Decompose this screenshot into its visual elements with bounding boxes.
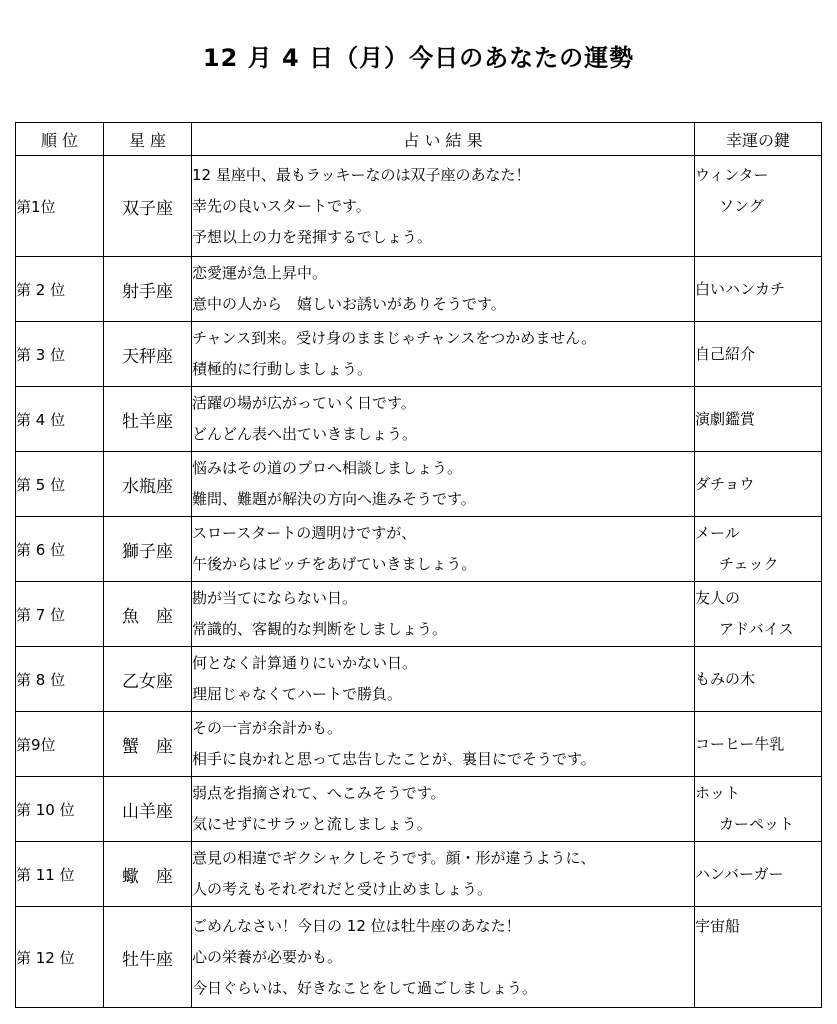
rank-cell: 第9位 [16,712,104,777]
header-sign: 星 座 [104,123,192,156]
result-line: 人の考えもそれぞれだと受け止めましょう。 [192,880,493,898]
rank-cell: 第 7 位 [16,582,104,647]
key-line: ダチョウ [695,474,755,493]
key-line: アドバイス [719,620,794,638]
sign-cell: 双子座 [104,156,192,257]
key-line: コーヒー牛乳 [695,734,785,753]
sign-cell: 射手座 [104,257,192,322]
page-title: 12 月 4 日（月）今日のあなたの運勢 [202,44,635,72]
key-cell [695,156,822,257]
sign-cell: 獅子座 [104,517,192,582]
rank-cell: 第 6 位 [16,517,104,582]
result-line: どんどん表へ出ていきましょう。 [192,425,418,443]
result-cell [192,156,695,257]
key-line: 自己紹介 [695,344,756,363]
result-line: 弱点を指摘されて、へこみそうです。 [192,784,446,802]
rank-cell: 第 4 位 [16,387,104,452]
table-row [16,387,822,452]
result-cell [192,777,695,842]
sign-cell: 乙女座 [104,647,192,712]
result-line: 午後からはピッチをあげていきましょう。 [192,555,477,573]
result-line: チャンス到来。受け身のままじゃチャンスをつかめません。 [192,329,597,347]
key-line: ホット [695,784,741,802]
result-cell [192,387,695,452]
sign-cell: 天秤座 [104,322,192,387]
key-cell [695,582,822,647]
key-cell [695,387,822,452]
key-cell [695,517,822,582]
key-line: メール [695,524,740,542]
result-line: その一言が余計かも。 [192,719,343,737]
table-header-row [16,123,822,156]
rank-cell: 第 3 位 [16,322,104,387]
table-row [16,322,822,387]
rank-cell: 第 12 位 [16,907,104,1008]
result-cell [192,452,695,517]
header-key: 幸運の鍵 [695,123,822,156]
result-line: 意中の人から 嬉しいお誘いがありそうです。 [192,295,506,313]
result-cell [192,582,695,647]
key-cell [695,257,822,322]
result-line: 幸先の良いスタートです。 [192,196,371,215]
result-cell [192,322,695,387]
result-line: 悩みはその道のプロへ相談しましょう。 [192,459,463,477]
header-rank: 順 位 [16,123,104,156]
key-line: ソング [719,197,764,215]
key-cell [695,712,822,777]
key-line: 演劇鑑賞 [695,409,756,428]
result-line: 勘が当てにならない日。 [192,589,358,607]
result-cell [192,907,695,1008]
result-cell [192,517,695,582]
table-row [16,452,822,517]
result-line: 常識的、客観的な判断をしましょう。 [192,620,448,638]
sign-cell: 蟹 座 [104,712,192,777]
result-line: 理屈じゃなくてハートで勝負。 [192,685,403,703]
key-cell [695,647,822,712]
result-line: 難問、難題が解決の方向へ進みそうです。 [192,490,476,508]
result-cell [192,712,695,777]
result-line: 相手に良かれと思って忠告したことが、裏目にでそうです。 [192,750,596,768]
sign-cell: 牡羊座 [104,387,192,452]
result-line: 予想以上の力を発揮するでしょう。 [192,227,432,246]
table-row [16,257,822,322]
result-line: ごめんなさい！今日の 12 位は牡牛座のあなた！ [192,916,521,935]
sign-cell: 山羊座 [104,777,192,842]
key-cell [695,452,822,517]
key-line: 白いハンカチ [695,279,786,298]
result-line: 積極的に行動しましょう。 [192,360,373,378]
rank-cell: 第 11 位 [16,842,104,907]
key-line: ハンバーガー [695,864,784,883]
rank-cell: 第 5 位 [16,452,104,517]
sign-cell: 蠍 座 [104,842,192,907]
fortune-table [15,122,822,1008]
key-line: 宇宙船 [695,917,741,935]
table-row [16,907,822,1008]
key-line: チェック [719,555,779,573]
rank-cell: 第1位 [16,156,104,257]
result-line: 心の栄養が必要かも。 [192,947,343,966]
table-row [16,647,822,712]
rank-cell: 第 8 位 [16,647,104,712]
sign-cell: 魚 座 [104,582,192,647]
result-line: スロースタートの週明けですが、 [192,524,417,542]
result-line: 今日ぐらいは、好きなことをして過ごしましょう。 [192,978,538,997]
rank-cell: 第 2 位 [16,257,104,322]
table-row [16,712,822,777]
result-cell [192,257,695,322]
key-cell [695,322,822,387]
table-row [16,777,822,842]
result-line: 活躍の場が広がっていく日です。 [192,394,416,412]
key-line: 友人の [695,589,741,607]
header-result: 占 い 結 果 [192,123,695,156]
result-line: 気にせずにサラッと流しましょう。 [192,815,432,833]
key-line: もみの木 [695,669,756,688]
key-cell [695,907,822,1008]
table-row [16,156,822,257]
rank-cell: 第 10 位 [16,777,104,842]
result-line: 何となく計算通りにいかない日。 [192,654,418,672]
result-cell [192,647,695,712]
table-row [16,517,822,582]
sign-cell: 水瓶座 [104,452,192,517]
key-line: カーペット [719,815,795,833]
key-cell [695,842,822,907]
result-line: 12 星座中、最もラッキーなのは双子座のあなた！ [192,165,531,184]
table-row [16,842,822,907]
key-cell [695,777,822,842]
result-line: 意見の相違でギクシャクしそうです。顔・形が違うように、 [192,849,596,867]
result-line: 恋愛運が急上昇中。 [192,264,328,282]
result-cell [192,842,695,907]
table-row [16,582,822,647]
sign-cell: 牡牛座 [104,907,192,1008]
key-line: ウィンター [695,166,769,184]
